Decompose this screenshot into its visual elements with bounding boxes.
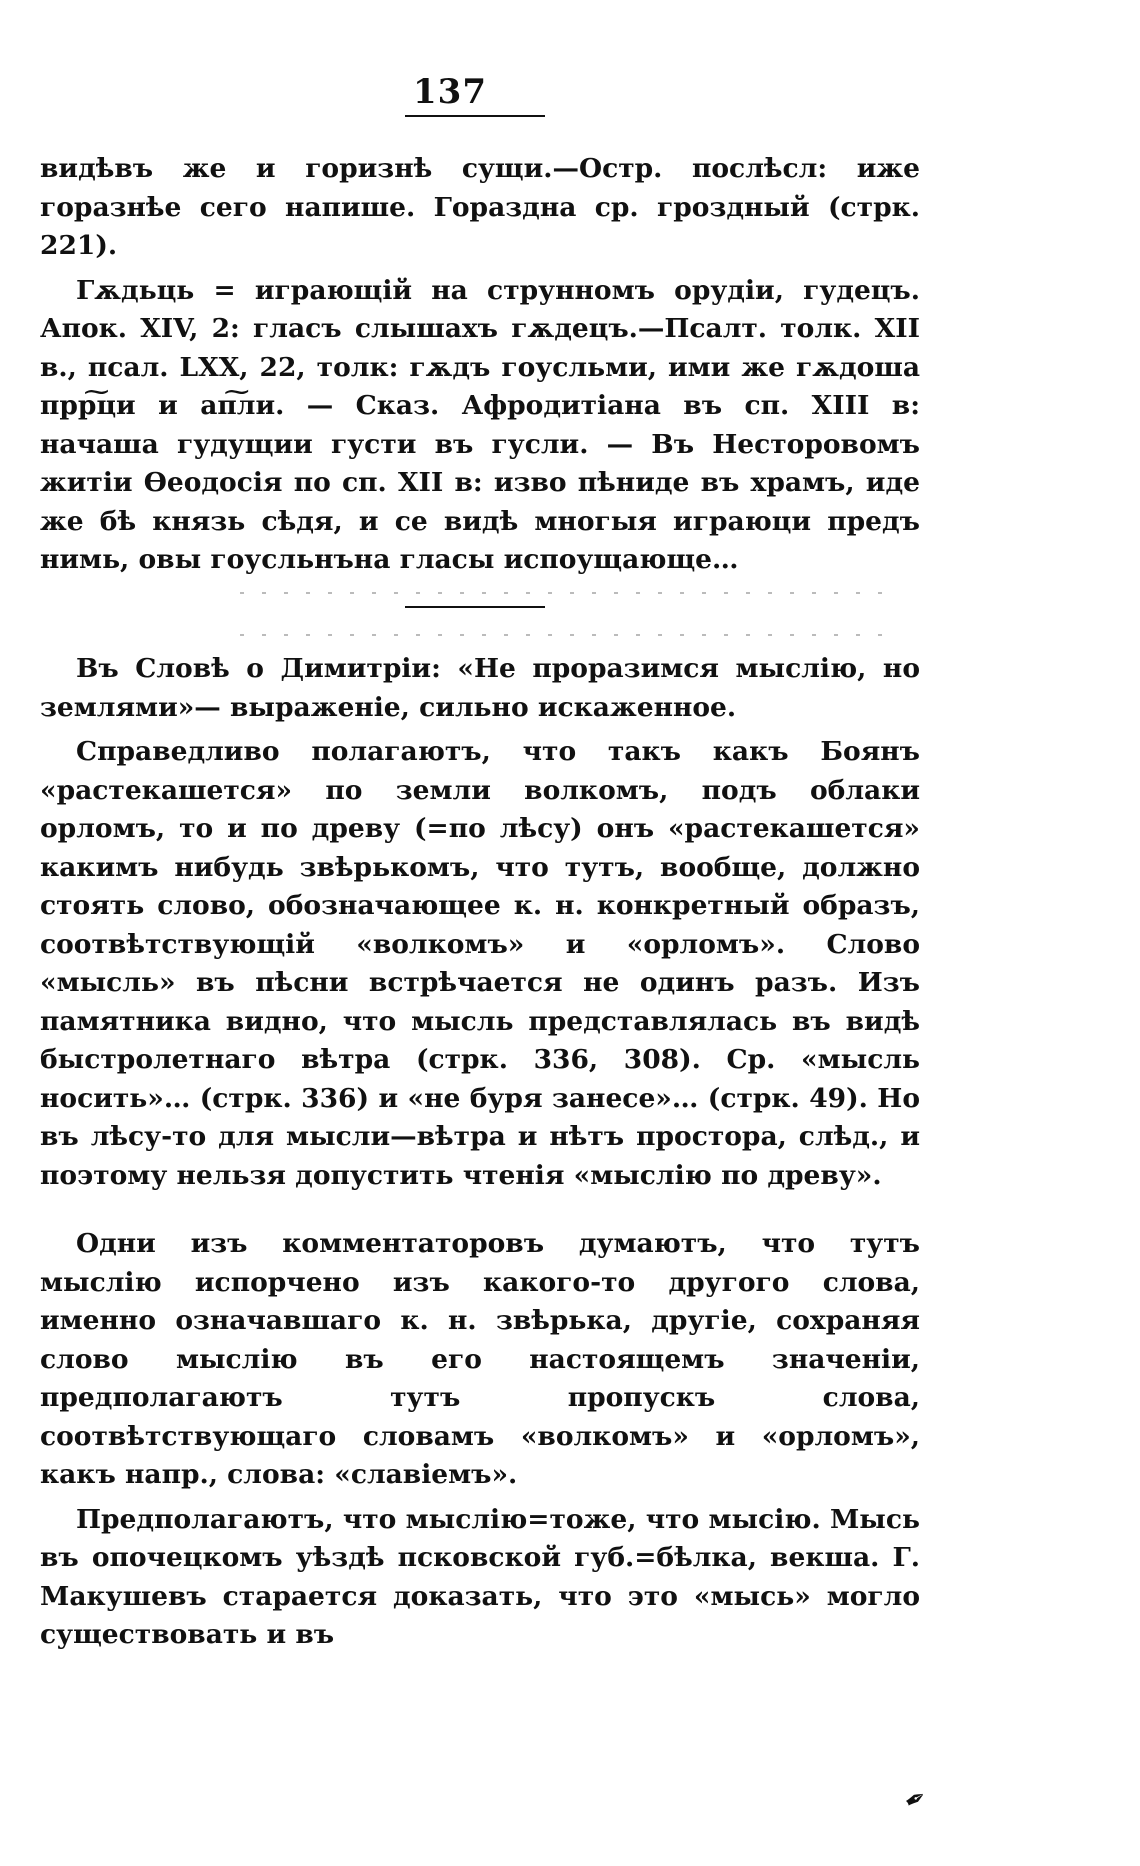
paragraph: Въ Словѣ о Димитріи: «Не проразимся мыслію, но землями»— выраженіе, сильно искаженное. — [40, 653, 920, 723]
ink-mark-icon: ✒ — [898, 1781, 933, 1819]
faint-line — [240, 592, 900, 594]
text-block-1 — [40, 150, 920, 586]
text-block-2 — [40, 650, 920, 1201]
page-number: 137 — [413, 72, 487, 112]
text-block-3 — [40, 1225, 920, 1661]
paragraph: Гѫдьць = играющій на струнномъ орудіи, гудецъ. Апок. XIV, 2: гласъ слышахъ гѫдецъ.—Псалт. толк. XII в., псал. LXX, 22, толк: гѫдъ гоусльми, ими же гѫдоша прр͠ци и ап͠ли. — Сказ. Афродитіана въ сп. XIII в: начаша гудущии густи въ гусли. — Въ Несторовомъ житіи Ѳеодосія по сп. XII в: изво пѣниде въ храмъ, иде же бѣ князь сѣдя, и се видѣ многыя играюци предъ нимь, овы гоусльнъна гласы испоущающе… — [40, 274, 920, 575]
faint-line — [240, 634, 900, 636]
header-rule — [405, 115, 545, 117]
section-divider — [405, 606, 545, 608]
paragraph: видѣвъ же и горизнѣ сущи.—Остр. послѣсл: иже горазнѣе сего напише. Гораздна ср. гроздный (стрк. 221). — [40, 153, 920, 261]
paragraph: Предполагаютъ, что мыслію=тоже, что мысію. Мысь въ опочецкомъ уѣздѣ псковской губ.=бѣлка, векша. Г. Макушевъ старается доказать, что это «мысь» могло существовать и въ — [40, 1503, 920, 1650]
paragraph: Справедливо полагаютъ, что такъ какъ Боянъ «растекашется» по земли волкомъ, подъ облаки орломъ, то и по древу (=по лѣсу) онъ «растекашется» какимъ нибудь звѣрькомъ, что тутъ, вообще, должно стоять слово, обозначающее к. н. конкретный образъ, соотвѣтствующій «волкомъ» и «орломъ». Слово «мысль» въ пѣсни встрѣчается не одинъ разъ. Изъ памятника видно, что мысль представлялась въ видѣ быстролетнаго вѣтра (стрк. 336, 308). Ср. «мысль носить»… (стрк. 336) и «не буря занесе»… (стрк. 49). Но въ лѣсу-то для мысли—вѣтра и нѣтъ простора, слѣд., и поэтому нельзя допустить чтенія «мыслію по древу». — [40, 736, 920, 1191]
paragraph: Одни изъ комментаторовъ думаютъ, что тутъ мыслію испорчено изъ какого-то другого слова, именно означавшаго к. н. звѣрька, другіе, сохраняя слово мыслію въ его настоящемъ значеніи, предполагаютъ тутъ пропускъ слова, соотвѣтствующаго словамъ «волкомъ» и «орломъ», какъ напр., слова: «славіемъ». — [40, 1228, 920, 1490]
